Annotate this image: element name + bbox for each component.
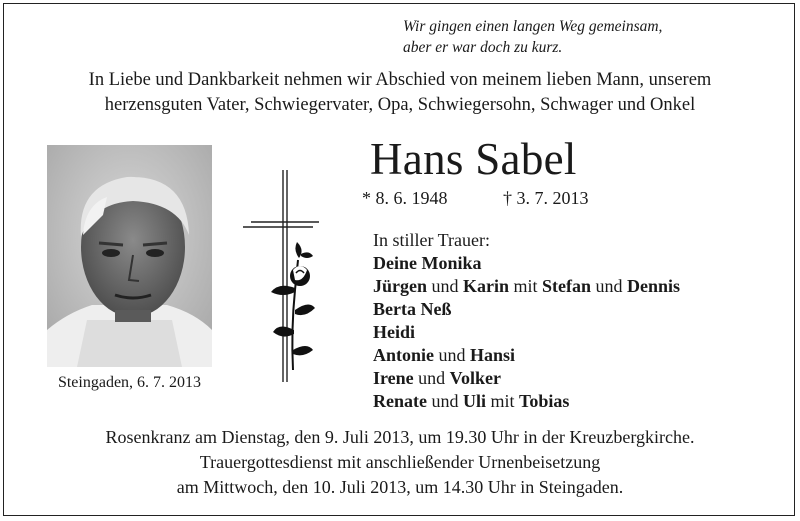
mourner-name: Karin bbox=[463, 276, 510, 296]
mourner-name: Volker bbox=[449, 368, 502, 388]
intro-line-1: In Liebe und Dankbarkeit nehmen wir Abschied von meinem lieben Mann, unserem bbox=[88, 70, 712, 90]
mourner-line-1 bbox=[373, 253, 482, 274]
mourner-name: Renate bbox=[373, 391, 427, 411]
intro-line-2: herzensguten Vater, Schwiegervater, Opa, Schwiegersohn, Schwager und Onkel bbox=[104, 95, 696, 115]
mourner-name: Heidi bbox=[373, 322, 416, 342]
mourner-line-3 bbox=[373, 299, 451, 320]
footer-line-2: Trauergottesdienst mit anschließender Urnenbeisetzung bbox=[199, 452, 601, 472]
connector: und bbox=[418, 368, 446, 388]
mourner-name: Dennis bbox=[627, 276, 681, 296]
footer-line-1: Rosenkranz am Dienstag, den 9. Juli 2013, um 19.30 Uhr in der Kreuzbergkirche. bbox=[105, 427, 695, 447]
mourner-name: Irene bbox=[373, 368, 414, 388]
death-date: † 3. 7. 2013 bbox=[503, 188, 589, 208]
connector: und bbox=[595, 276, 623, 296]
photo-caption: Steingaden, 6. 7. 2013 bbox=[57, 374, 202, 391]
connector: und bbox=[431, 276, 459, 296]
mourner-name: Berta Neß bbox=[373, 299, 452, 319]
mourner-name: Antonie bbox=[373, 345, 435, 365]
portrait-image bbox=[47, 145, 212, 367]
connector: mit bbox=[513, 276, 538, 296]
connector: und bbox=[431, 391, 459, 411]
mourner-line-5 bbox=[373, 345, 515, 366]
mourner-name: Hansi bbox=[470, 345, 516, 365]
cross-rose-symbol bbox=[243, 170, 323, 390]
cross-icon bbox=[243, 170, 323, 385]
deceased-name: Hans Sabel bbox=[370, 134, 577, 184]
birth-date: * 8. 6. 1948 bbox=[362, 188, 448, 208]
mourner-line-6 bbox=[373, 368, 501, 389]
footer-line-3: am Mittwoch, den 10. Juli 2013, um 14.30 Uhr in Steingaden. bbox=[176, 477, 624, 497]
quote-line-2: aber er war doch zu kurz. bbox=[403, 39, 563, 56]
mourners-heading: In stiller Trauer: bbox=[373, 230, 490, 250]
mourner-line-2 bbox=[373, 276, 680, 297]
mourner-name: Stefan bbox=[542, 276, 592, 296]
mourner-name: Tobias bbox=[519, 391, 570, 411]
mourner-name: Deine Monika bbox=[373, 253, 482, 273]
connector: mit bbox=[490, 391, 515, 411]
mourner-line-4 bbox=[373, 322, 415, 343]
rose-icon bbox=[271, 242, 315, 370]
connector: und bbox=[438, 345, 466, 365]
mourner-name: Uli bbox=[462, 391, 486, 411]
portrait-photo bbox=[47, 145, 212, 367]
quote-line-1: Wir gingen einen langen Weg gemeinsam, bbox=[403, 18, 663, 35]
mourner-name: Jürgen bbox=[373, 276, 427, 296]
mourner-line-7 bbox=[373, 391, 569, 412]
